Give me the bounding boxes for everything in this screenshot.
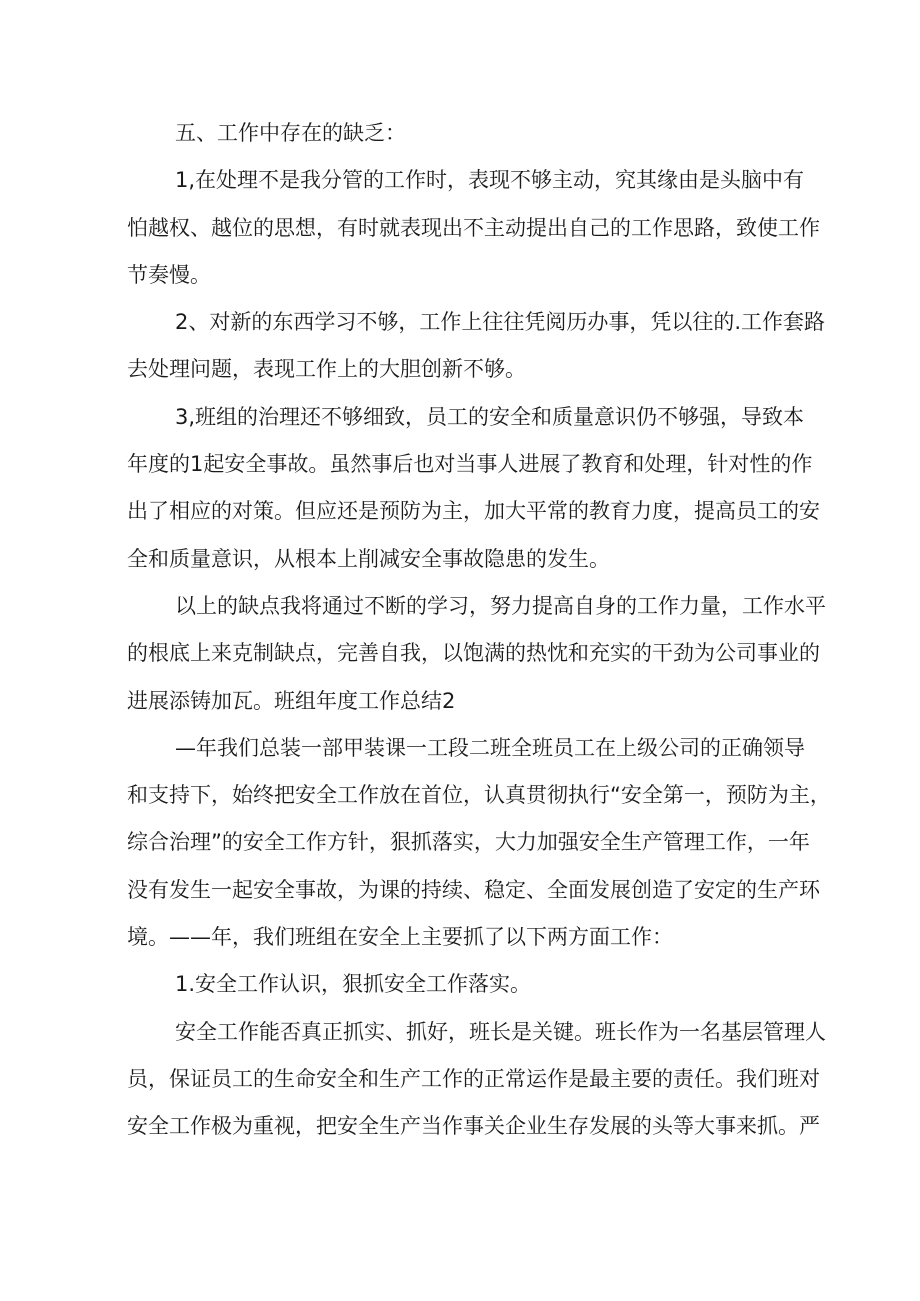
subsection-heading: 1.安全工作认识，狠抓安全工作落实。 [175,972,532,997]
paragraph-line: 出了相应的对策。但应还是预防为主，加大平常的教育力度，提高员工的安 [127,499,820,524]
section-heading: 五、工作中存在的缺乏： [175,121,406,145]
paragraph-line: 安全工作能否真正抓实、抓好，班长是关键。班长作为一名基层管理人 [175,1019,826,1044]
paragraph-line: 节奏慢。 [127,262,211,287]
paragraph-line: 进展添铸加瓦。班组年度工作总结2 [127,688,456,713]
paragraph-line: 去处理问题，表现工作上的大胆创新不够。 [127,357,526,382]
paragraph-line: 安全工作极为重视，把安全生产当作事关企业生存发展的头等大事来抓。严 [127,1114,820,1139]
paragraph-line: 境。——年，我们班组在安全上主要抓了以下两方面工作： [127,925,673,950]
paragraph-line: 以上的缺点我将通过不断的学习，努力提高自身的工作力量，工作水平 [175,593,826,618]
paragraph-line: 年度的1起安全事故。虽然事后也对当事人进展了教育和处理，针对性的作 [127,452,813,477]
paragraph-line: 员，保证员工的生命安全和生产工作的正常运作是最主要的责任。我们班对 [127,1066,820,1091]
paragraph-line: 和支持下，始终把安全工作放在首位，认真贯彻执行“安全第一，预防为主， [127,783,831,808]
paragraph-line: 没有发生一起安全事故，为课的持续、稳定、全面发展创造了安定的生产环 [127,877,820,902]
document-body [127,110,831,1151]
paragraph-line: 怕越权、越位的思想，有时就表现出不主动提出自己的工作思路，致使工作 [127,215,820,240]
paragraph-line: 2、对新的东西学习不够，工作上往往凭阅历办事，凭以往的.工作套路 [175,310,826,335]
paragraph-line: 3,班组的治理还不够细致，员工的安全和质量意识仍不够强，导致本 [175,404,805,429]
paragraph-line: 综合治理”的安全工作方针，狠抓落实，大力加强安全生产管理工作，一年 [127,830,810,855]
paragraph-line: 1,在处理不是我分管的工作时，表现不够主动，究其缘由是头脑中有 [175,168,805,193]
paragraph-line: —年我们总装一部甲装课一工段二班全班员工在上级公司的正确领导 [175,735,805,760]
paragraph-line: 的根底上来克制缺点，完善自我，以饱满的热忱和充实的干劲为公司事业的 [127,641,820,666]
paragraph-line: 全和质量意识，从根本上削减安全事故隐患的发生。 [127,546,610,571]
